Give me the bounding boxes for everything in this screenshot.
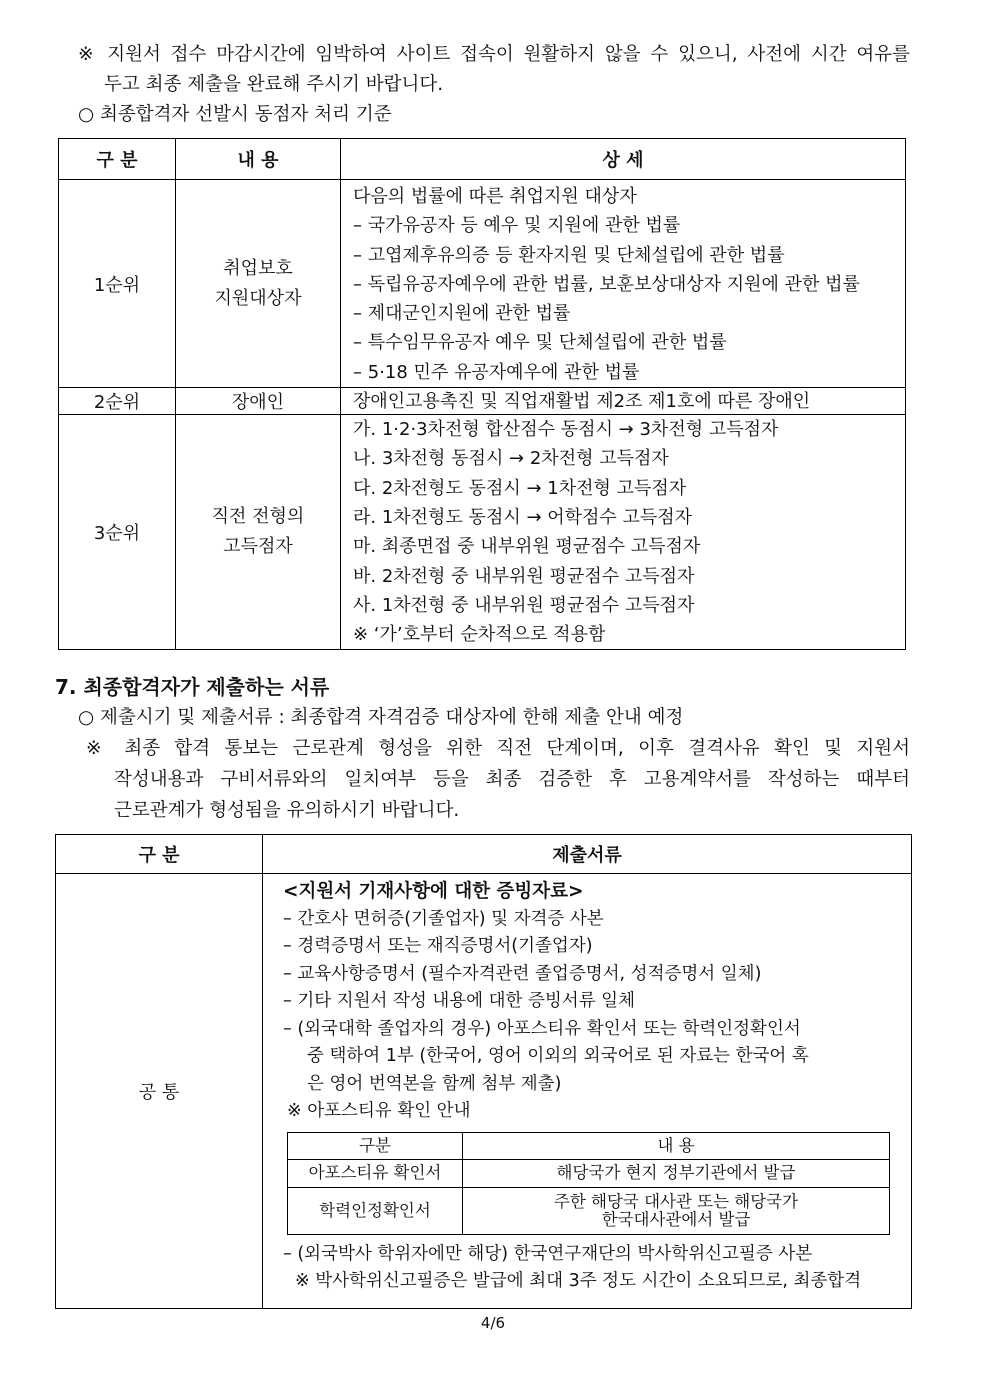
detail-line: 다음의 법률에 따른 취업지원 대상자 [353, 186, 637, 207]
intro-note-line1: ※ 지원서 접수 마감시간에 임박하여 사이트 접속이 원활하지 않을 수 있으니, 사전에 시간 여유를 [78, 44, 910, 65]
list-item-continued: 은 영어 번역본을 함께 첨부 제출) [307, 1073, 562, 1094]
content-line: 취업보호 [223, 257, 293, 279]
list-item: – (외국박사 학위자에만 해당) 한국연구재단의 박사학위신고필증 사본 [283, 1243, 813, 1264]
table-row [59, 180, 906, 388]
header-content: 내 용 [176, 139, 341, 180]
submission-bullet: ○ 제출시기 및 제출서류 : 최종합격 자격검증 대상자에 한해 제출 안내 예정 [78, 707, 684, 728]
rank-cell: 2순위 [59, 388, 176, 415]
table-row [59, 415, 906, 650]
list-item-continued: 중 택하여 1부 (한국어, 영어 이외의 외국어로 된 자료는 한국어 혹 [307, 1046, 809, 1066]
detail-line: ※ ‘가’호부터 순차적으로 적용함 [353, 624, 606, 646]
rank-cell: 3순위 [59, 415, 176, 650]
tie-criteria-bullet: ○ 최종합격자 선발시 동점자 처리 기준 [78, 104, 392, 125]
detail-line: 바. 2차전형 중 내부위원 평균점수 고득점자 [353, 565, 695, 587]
rank-cell: 1순위 [59, 180, 176, 388]
inner-kind-cell: 아포스티유 확인서 [288, 1159, 463, 1187]
detail-line: 사. 1차전형 중 내부위원 평균점수 고득점자 [353, 594, 695, 616]
inner-desc-cell: 해당국가 현지 정부기관에서 발급 [463, 1159, 890, 1187]
content-cell [176, 180, 341, 388]
detail-line: 나. 3차전형 동점시 → 2차전형 고득점자 [353, 448, 669, 470]
detail-line: – 5·18 민주 유공자예우에 관한 법률 [353, 361, 640, 383]
documents-table [55, 834, 912, 1309]
detail-cell [341, 180, 906, 388]
content-line: 고득점자 [223, 536, 293, 558]
list-item: – 경력증명서 또는 재직증명서(기졸업자) [283, 936, 593, 956]
inner-desc-line: 주한 해당국 대사관 또는 해당국가 [553, 1191, 799, 1211]
header-detail: 상 세 [341, 139, 906, 180]
detail-line: – 국가유공자 등 예우 및 지원에 관한 법률 [353, 215, 681, 237]
apostille-note: ※ 아포스티유 확인 안내 [287, 1101, 471, 1121]
inner-kind-cell: 학력인정확인서 [288, 1187, 463, 1234]
tie-break-table [58, 138, 906, 650]
detail-line: 라. 1차전형도 동점시 → 어학점수 고득점자 [353, 506, 693, 528]
list-item: – (외국대학 졸업자의 경우) 아포스티유 확인서 또는 학력인정확인서 [283, 1018, 801, 1039]
list-item: – 기타 지원서 작성 내용에 대한 증빙서류 일체 [283, 991, 635, 1011]
detail-line: – 독립유공자예우에 관한 법률, 보훈보상대상자 지원에 관한 법률 [353, 273, 860, 295]
final-pass-note-line3: 근로관계가 형성됨을 유의하시기 바랍니다. [114, 800, 460, 821]
inner-desc-line: 한국대사관에서 발급 [601, 1209, 751, 1229]
content-cell: 장애인 [176, 388, 341, 415]
table-row [288, 1187, 890, 1234]
final-pass-note-line2: 작성내용과 구비서류와의 일치여부 등을 최종 검증한 후 고용계약서를 작성하는 때부터 [114, 769, 910, 790]
inner-header-content: 내 용 [463, 1132, 890, 1159]
content-line: 직전 전형의 [211, 506, 305, 528]
detail-line: – 제대군인지원에 관한 법률 [353, 303, 571, 325]
detail-cell [341, 415, 906, 650]
detail-line: – 특수임무유공자 예우 및 단체설립에 관한 법률 [353, 332, 727, 354]
detail-line: – 고엽제후유의증 등 환자지원 및 단체설립에 관한 법률 [353, 244, 785, 266]
table-row [56, 874, 912, 1309]
table-row [288, 1159, 890, 1187]
page-number: 4/6 [480, 1314, 506, 1332]
header-category: 구 분 [59, 139, 176, 180]
detail-line: 다. 2차전형도 동점시 → 1차전형 고득점자 [353, 477, 687, 499]
header-category: 구 분 [56, 835, 263, 874]
list-item: – 교육사항증명서 (필수자격관련 졸업증명서, 성적증명서 일체) [283, 963, 762, 984]
category-cell: 공 통 [56, 874, 263, 1309]
detail-line: 마. 최종면접 중 내부위원 평균점수 고득점자 [353, 536, 701, 558]
content-cell [176, 415, 341, 650]
list-item: – 간호사 면허증(기졸업자) 및 자격증 사본 [283, 908, 604, 929]
evidence-subtitle: <지원서 기재사항에 대한 증빙자료> [283, 881, 584, 902]
header-documents: 제출서류 [263, 835, 912, 874]
detail-line: 가. 1·2·3차전형 합산점수 동점시 → 3차전형 고득점자 [353, 419, 779, 441]
inner-desc-cell [463, 1187, 890, 1234]
intro-note-line2: 두고 최종 제출을 완료해 주시기 바랍니다. [104, 74, 444, 95]
content-line: 지원대상자 [214, 287, 302, 309]
table-row [59, 388, 906, 415]
detail-cell: 장애인고용촉진 및 직업재활법 제2조 제1호에 따른 장애인 [341, 388, 906, 415]
phd-note: ※ 박사학위신고필증은 발급에 최대 3주 정도 시간이 소요되므로, 최종합격 [295, 1271, 862, 1291]
documents-cell [263, 874, 912, 1309]
inner-header-kind: 구분 [288, 1132, 463, 1159]
final-pass-note-line1: ※ 최종 합격 통보는 근로관계 형성을 위한 직전 단계이며, 이후 결격사유 확인 및 지원서 [86, 738, 910, 759]
apostille-table [287, 1132, 890, 1235]
section-title: 7. 최종합격자가 제출하는 서류 [55, 675, 330, 699]
